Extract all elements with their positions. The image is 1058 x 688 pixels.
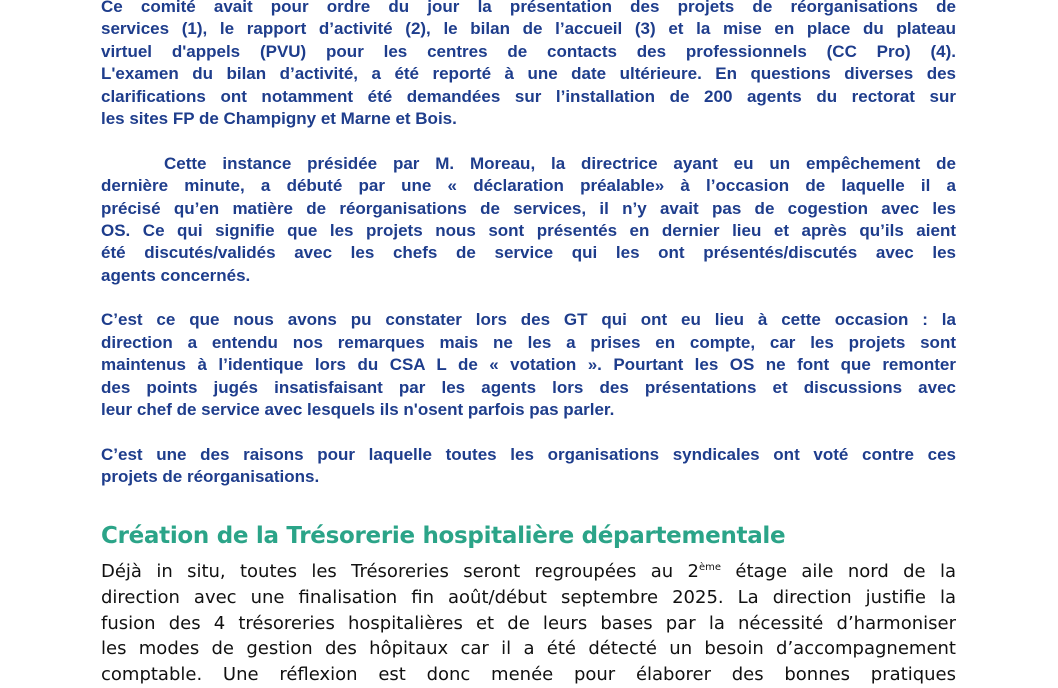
paragraph [101,153,956,287]
text-line: C’est une des raisons pour laquelle toutes les organisations syndicales ont voté contre ces [101,444,956,464]
text-line: clarifications ont notamment été demandées sur l’installation de 200 agents du rectorat sur [101,86,956,106]
text-span: étage aile nord de la [721,561,956,582]
text-line: Cette instance présidée par M. Moreau, la directrice ayant eu un empêchement de [164,153,956,173]
text-line: C’est ce que nous avons pu constater lors des GT qui ont eu lieu à cette occasion : la [101,310,956,330]
text-line: virtuel d'appels (PVU) pour les centres de contacts des professionnels (CC Pro) (4). [101,41,956,61]
text-line: projets de réorganisations. [101,467,320,487]
text-line: des points jugés insatisfaisant par les agents lors des présentations et discussions avec [101,377,956,397]
section-line: comptable. Une réflexion est donc menée pour élaborer des bonnes pratiques [101,664,956,686]
text-span: Déjà in situ, toutes les Trésoreries seront regroupées au 2 [101,561,699,582]
text-line: les sites FP de Champigny et Marne et Bois. [101,108,457,128]
text-line: Ce comité avait pour ordre du jour la présentation des projets de réorganisations de [101,0,956,16]
text-line: agents concernés. [101,265,251,285]
committee-report-text [101,0,956,511]
text-line: dernière minute, a débuté par une « déclaration préalable» à l’occasion de laquelle il a [101,176,956,196]
section-line: fusion des 4 trésoreries hospitalières et de leurs bases par la nécessité d’harmoniser [101,612,956,634]
section-body [101,559,956,688]
section-heading: Création de la Trésorerie hospitalière départementale [101,523,786,549]
text-line: leur chef de service avec lesquels ils n'osent parfois pas parler. [101,400,615,420]
section-line: les modes de gestion des hôpitaux car il a été détecté un besoin d’accompagnement [101,638,956,660]
text-line: OS. Ce qui signifie que les projets nous sont présentés en dernier lieu et après qu’ils aient [101,220,956,240]
text-line: direction a entendu nos remarques mais ne les a prises en compte, car les projets sont [101,332,956,352]
text-line: précisé qu’en matière de réorganisations de services, il n’y avait pas de cogestion avec les [101,198,956,218]
paragraph [101,444,956,489]
paragraph [101,309,956,421]
text-line: services (1), le rapport d’activité (2), le bilan de l’accueil (3) et la mise en place du plateau [101,19,956,39]
text-line: maintenus à l’identique lors du CSA L de « votation ». Pourtant les OS ne font que remonter [101,355,956,375]
paragraph [101,0,956,130]
section-line: direction avec une finalisation fin août/début septembre 2025. La direction justifie la [101,586,956,608]
superscript: ème [698,562,722,573]
section-line [101,559,956,585]
text-line: été discutés/validés avec les chefs de service qui les ont présentés/discutés avec les [101,243,956,263]
text-line: L'examen du bilan d’activité, a été reporté à une date ultérieure. En questions diverses des [101,64,956,84]
